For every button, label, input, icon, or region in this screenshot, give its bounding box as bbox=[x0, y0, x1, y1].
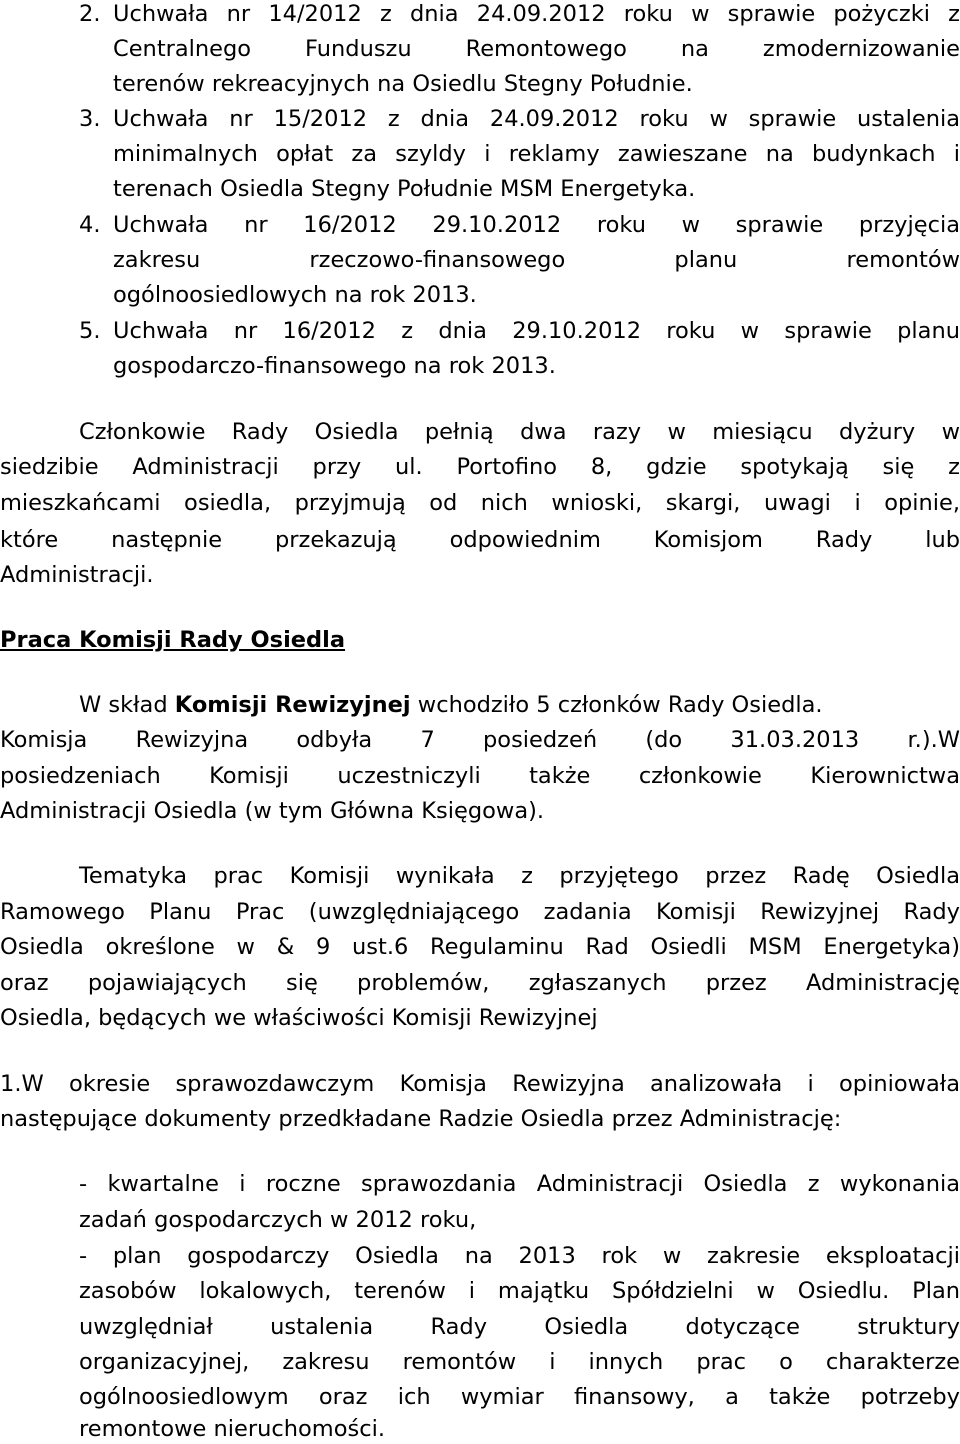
documents-item-2-line-4: organizacyjnej, zakresu remontów i innych prac o charakterze bbox=[79, 1349, 960, 1375]
documents-item-2-line-3: uwzględniał ustalenia Rady Osiedla dotyczące struktury bbox=[79, 1314, 960, 1340]
audit-paragraph-line-1: W skład Komisji Rewizyjnej wchodziło 5 członków Rady Osiedla. bbox=[79, 692, 823, 718]
list-number: 3. bbox=[79, 106, 101, 132]
duty-paragraph-line-4: które następnie przekazują odpowiednim Komisjom Rady lub bbox=[0, 527, 960, 553]
resolution-item-5-line-1: 5. Uchwała nr 16/2012 z dnia 29.10.2012 roku w sprawie planu bbox=[79, 318, 960, 344]
documents-item-2-line-6: remontowe nieruchomości. bbox=[79, 1416, 385, 1442]
reporting-paragraph-line-1: 1.W okresie sprawozdawczym Komisja Rewizyjna analizowała i opiniowała bbox=[0, 1071, 960, 1097]
documents-item-1-line-1: - kwartalne i roczne sprawozdania Administracji Osiedla z wykonania bbox=[79, 1171, 960, 1197]
resolution-item-4-line-3: ogólnoosiedlowych na rok 2013. bbox=[113, 282, 477, 308]
resolution-item-3-line-1: 3. Uchwała nr 15/2012 z dnia 24.09.2012 roku w sprawie ustalenia bbox=[79, 106, 960, 132]
duty-paragraph-line-5: Administracji. bbox=[0, 562, 154, 588]
topics-paragraph-line-3: Osiedla określone w & 9 ust.6 Regulaminu Rad Osiedli MSM Energetyka) bbox=[0, 934, 960, 960]
documents-item-2-line-1: - plan gospodarczy Osiedla na 2013 rok w zakresie eksploatacji bbox=[79, 1243, 960, 1269]
audit-paragraph-line-2: Komisja Rewizyjna odbyła 7 posiedzeń (do 31.03.2013 r.).W bbox=[0, 727, 960, 753]
topics-paragraph-line-2: Ramowego Planu Prac (uwzględniającego zadania Komisji Rewizyjnej Rady bbox=[0, 899, 960, 925]
audit-paragraph-line-4: Administracji Osiedla (w tym Główna Księgowa). bbox=[0, 798, 545, 824]
resolution-item-5-line-2: gospodarczo-finansowego na rok 2013. bbox=[113, 353, 556, 379]
resolution-item-3-line-3: terenach Osiedla Stegny Południe MSM Energetyka. bbox=[113, 176, 696, 202]
duty-paragraph-line-3: mieszkańcami osiedla, przyjmują od nich wnioski, skargi, uwagi i opinie, bbox=[0, 490, 960, 516]
duty-paragraph-line-2: siedzibie Administracji przy ul. Portofino 8, gdzie spotykają się z bbox=[0, 454, 960, 480]
list-number: 4. bbox=[79, 212, 101, 238]
topics-paragraph-line-5: Osiedla, będących we właściwości Komisji Rewizyjnej bbox=[0, 1005, 598, 1031]
topics-paragraph-line-1: Tematyka prac Komisji wynikała z przyjętego przez Radę Osiedla bbox=[79, 863, 960, 889]
resolution-item-3-line-2: minimalnych opłat za szyldy i reklamy zawieszane na budynkach i bbox=[113, 141, 960, 167]
documents-item-2-line-5: ogólnoosiedlowym oraz ich wymiar finansowy, a także potrzeby bbox=[79, 1384, 960, 1410]
audit-committee-name: Komisji Rewizyjnej bbox=[174, 692, 411, 718]
resolution-item-4-line-2: zakresu rzeczowo-finansowego planu remontów bbox=[113, 247, 960, 273]
resolution-item-2-line-1: 2. Uchwała nr 14/2012 z dnia 24.09.2012 roku w sprawie pożyczki z bbox=[79, 1, 960, 27]
list-number: 5. bbox=[79, 318, 101, 344]
resolution-item-4-line-1: 4. Uchwała nr 16/2012 29.10.2012 roku w sprawie przyjęcia bbox=[79, 212, 960, 238]
audit-paragraph-line-3: posiedzeniach Komisji uczestniczyli także członkowie Kierownictwa bbox=[0, 763, 960, 789]
resolution-item-2-line-2: Centralnego Funduszu Remontowego na zmodernizowanie bbox=[113, 36, 960, 62]
documents-item-2-line-2: zasobów lokalowych, terenów i majątku Spółdzielni w Osiedlu. Plan bbox=[79, 1278, 960, 1304]
resolution-item-2-line-3: terenów rekreacyjnych na Osiedlu Stegny Południe. bbox=[113, 71, 693, 97]
topics-paragraph-line-4: oraz pojawiających się problemów, zgłaszanych przez Administrację bbox=[0, 970, 960, 996]
duty-paragraph-line-1: Członkowie Rady Osiedla pełnią dwa razy w miesiącu dyżury w bbox=[79, 419, 960, 445]
list-number: 2. bbox=[79, 1, 101, 27]
section-heading: Praca Komisji Rady Osiedla bbox=[0, 627, 346, 653]
documents-item-1-line-2: zadań gospodarczych w 2012 roku, bbox=[79, 1207, 477, 1233]
reporting-paragraph-line-2: następujące dokumenty przedkładane Radzie Osiedla przez Administrację: bbox=[0, 1106, 842, 1132]
